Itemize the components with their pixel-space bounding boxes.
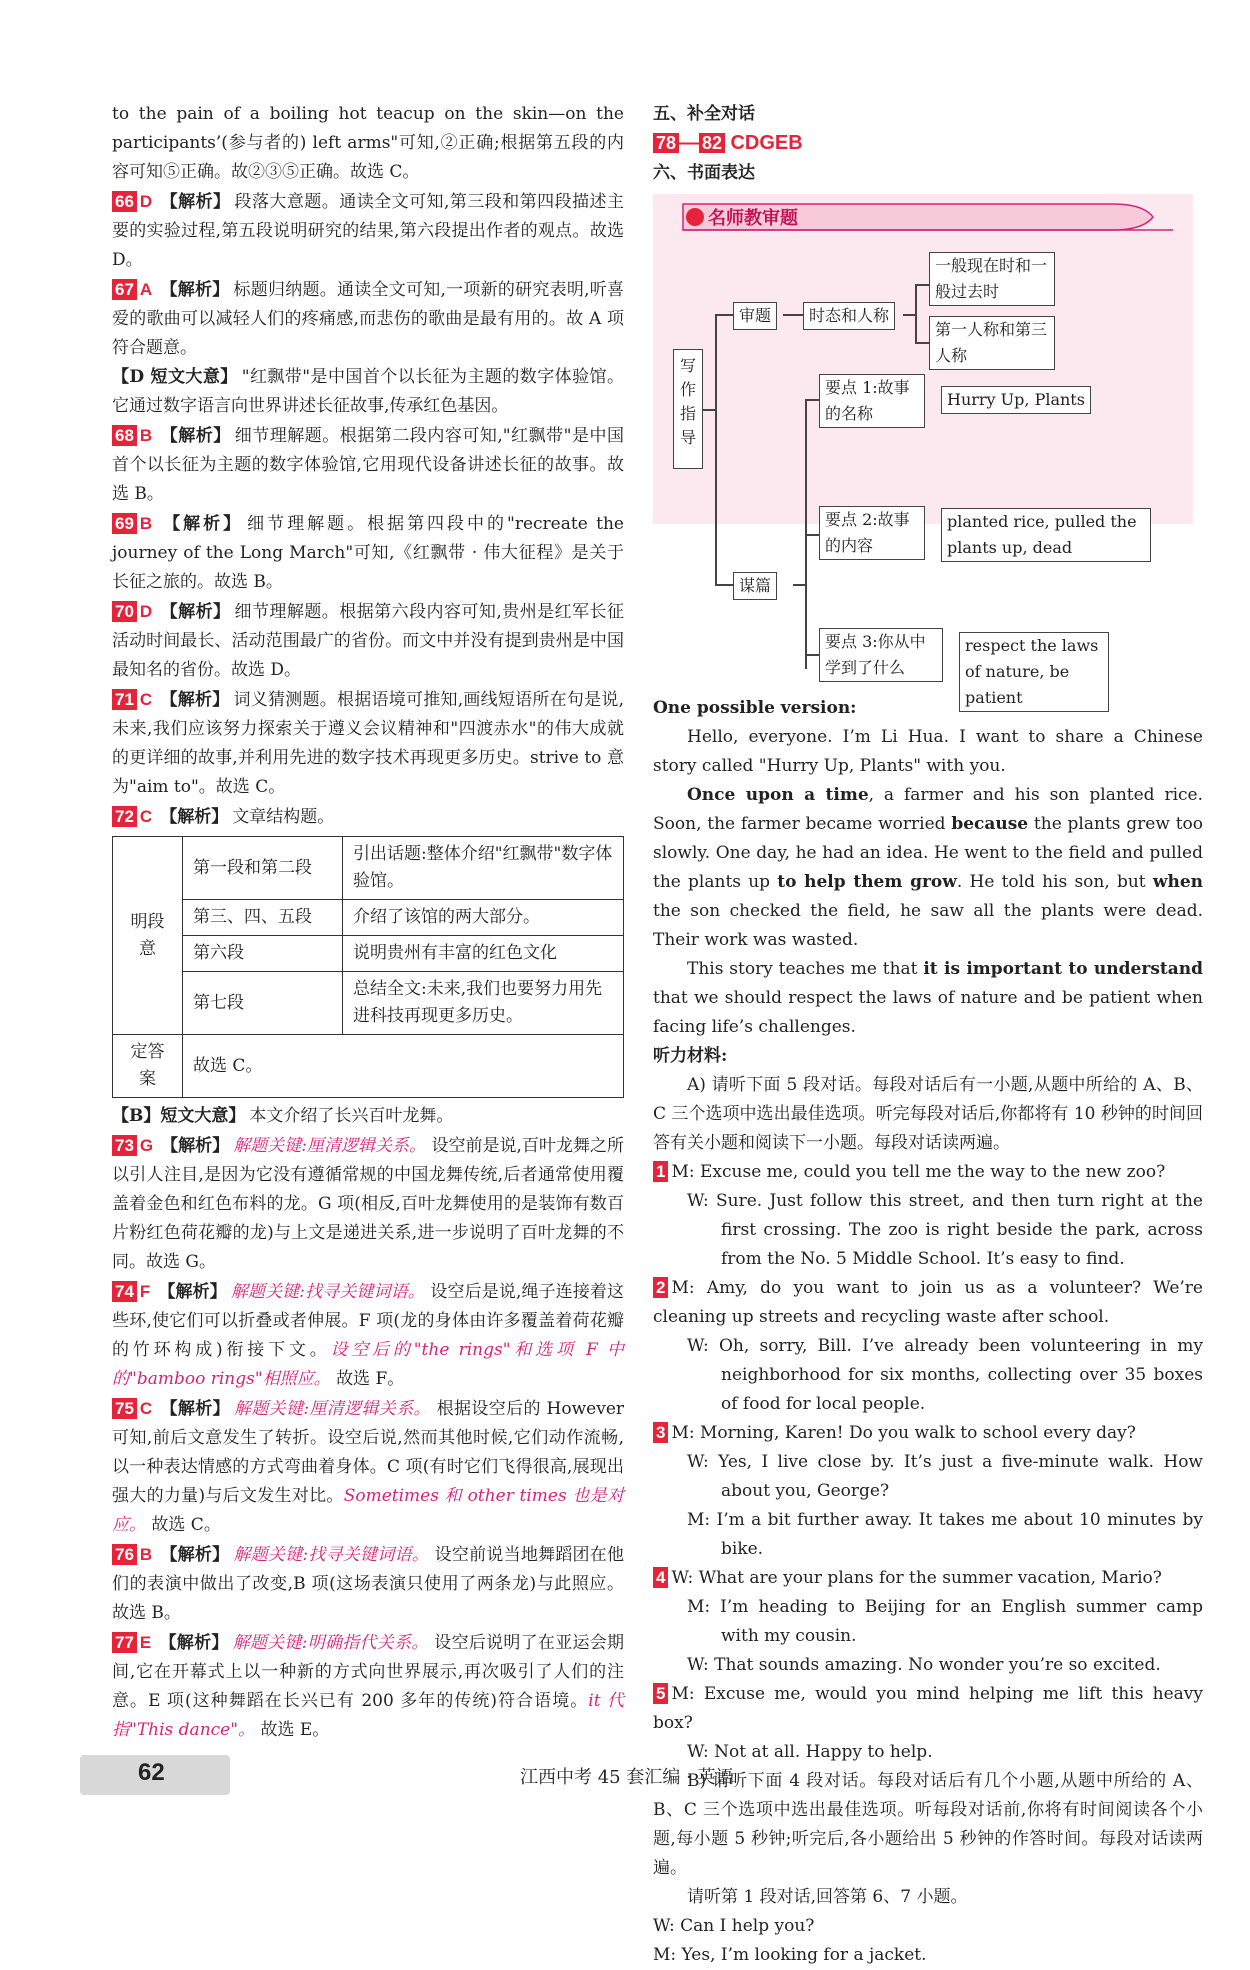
answer-68: 68 B 【解析】 细节理解题。根据第二段内容可知,"红飘带"是中国首个以长征为主题的数字体验馆,它用现代设备讲述长征的故事。故选 B。: [112, 426, 624, 504]
table-group-label: 定答案: [113, 1035, 183, 1098]
table-cell: 第三、四、五段: [183, 900, 343, 936]
answer-77: 77 E 【解析】 解题关键:明确指代关系。 设空后说明了在亚运会期间,它在开幕式上以一种新的方式向世界展示,再次吸引了人们的注意。E 项(这种舞蹈在长兴已有 200 多年的传统)符合语境。it 代指"This dance"。 故选 E。: [112, 1633, 625, 1740]
answer-70: 70 D 【解析】 细节理解题。根据第六段内容可知,贵州是红军长征活动时间最长、活动范围最广的省份。而文中并没有提到贵州是中国最知名的省份。故选 D。: [112, 602, 624, 680]
diagram-node: 一般现在时和一般过去时: [929, 252, 1055, 306]
page-number-badge: [80, 1755, 230, 1795]
page-number: 62: [138, 1759, 165, 1786]
dialogue-5: 5 M: Excuse me, would you mind helping me lift this heavy box?: [653, 1684, 1203, 1733]
answer-69: 69 B 【解析】 细节理解题。根据第四段中的"recreate the journey of the Long March"可知,《红飘带 · 伟大征程》是关于长征之旅的。故选 B。: [112, 514, 624, 592]
badge-icon: [686, 208, 704, 226]
dialogue-line: W: That sounds amazing. No wonder you’re so excited.: [687, 1655, 1161, 1675]
summary-d: 【D 短文大意】 "红飘带"是中国首个以长征为主题的数字体验馆。它通过数字语言向世界讲述长征故事,传承红色基因。: [112, 367, 624, 416]
section-heading: 五、补全对话: [653, 104, 755, 124]
dialogue-line: W: Sure. Just follow this street, and then turn right at the first crossing. The zoo is right beside the park, across from the No. 5 Middle School. It’s easy to find.: [687, 1191, 1203, 1269]
table-group-label: 明段意: [113, 837, 183, 1035]
diagram-node: Hurry Up, Plants: [941, 386, 1091, 414]
section-heading: 六、书面表达: [653, 163, 755, 183]
diagram-node: 要点 3:你从中学到了什么: [819, 628, 943, 682]
listening-section: [653, 1071, 1203, 1970]
table-cell: 故选 C。: [183, 1035, 624, 1098]
dialogue-line: M: Yes, I’m looking for a jacket.: [653, 1945, 927, 1965]
diagram-node: 第一人称和第三人称: [929, 316, 1055, 370]
dialogue-1: 1 M: Excuse me, could you tell me the way to the new zoo?: [653, 1158, 1203, 1187]
answer-66: 66 D 【解析】 段落大意题。通读全文可知,第三段和第四段描述主要的实验过程,第五段说明研究的结果,第六段提出作者的观点。故选 D。: [112, 192, 624, 270]
dialogue-line: W: Oh, sorry, Bill. I’ve already been volunteering in my neighborhood for six months, collecting over 35 boxes of food for local people.: [687, 1336, 1203, 1414]
writing-guide-diagram: [653, 194, 1193, 707]
instructions: A) 请听下面 5 段对话。每段对话后有一小题,从题中所给的 A、B、C 三个选项中选出最佳选项。听完每段对话后,你都将有 10 秒钟的时间回答有关小题和阅读下一小题。每段对话读两遍。: [653, 1075, 1203, 1153]
answer-76: 76 B 【解析】 解题关键:找寻关键词语。 设空前说当地舞蹈团在他们的表演中做出了改变,B 项(这场表演只使用了两条龙)与此照应。故选 B。: [112, 1545, 625, 1623]
instructions: B) 请听下面 4 段对话。每段对话后有几个小题,从题中所给的 A、B、C 三个选项中选出最佳选项。听每段对话前,你将有时间阅读各个小题,每小题 5 秒钟;听完后,各小题给出 5 秒钟的作答时间。每段对话读两遍。: [653, 1771, 1203, 1878]
diagram-node: respect the laws of nature, be patient: [959, 632, 1109, 712]
dialogue-line: W: Not at all. Happy to help.: [687, 1742, 933, 1762]
diagram-node: 要点 1:故事的名称: [819, 374, 925, 428]
listening-title: 听力材料:: [653, 1046, 728, 1066]
table-cell: 说明贵州有丰富的红色文化: [343, 936, 624, 972]
dialogue-line: M: I’m heading to Beijing for an English summer camp with my cousin.: [687, 1597, 1203, 1646]
footer-title: 江西中考 45 套汇编 · 英语: [520, 1767, 734, 1788]
answer-range: 78 — 82 CDGEB: [653, 129, 1203, 159]
table-cell: 第一段和第二段: [183, 837, 343, 900]
diagram-node: 审题: [733, 302, 777, 330]
essay-paragraph: Once upon a time, a farmer and his son planted rice. Soon, the farmer became worried because the plants grew too slowly. One day, he had an idea. He went to the field and pulled the plants up to help them grow. He told his son, but when the son checked the field, he saw all the plants were dead. Their work was wasted.: [653, 785, 1204, 950]
diagram-node: 谋篇: [733, 572, 777, 600]
diagram-root: 写作指导: [673, 349, 703, 469]
banner-title: 名师教审题: [708, 208, 798, 228]
answer-72: 72 C 【解析】 文章结构题。: [112, 802, 624, 832]
diagram-node: 要点 2:故事的内容: [819, 506, 925, 560]
structure-table: [112, 836, 624, 1098]
dialogue-line: W: Can I help you?: [653, 1916, 815, 1936]
instructions: 请听第 1 段对话,回答第 6、7 小题。: [687, 1887, 968, 1907]
right-column: [653, 100, 1203, 1970]
answer-67: 67 A 【解析】 标题归纳题。通读全文可知,一项新的研究表明,听喜爱的歌曲可以减轻人们的疼痛感,而悲伤的歌曲是最有用的。故 A 项符合题意。: [112, 280, 624, 358]
table-cell: 第七段: [183, 972, 343, 1035]
diagram-node: planted rice, pulled the plants up, dead: [941, 508, 1151, 562]
dialogue-line: M: I’m a bit further away. It takes me about 10 minutes by bike.: [687, 1510, 1203, 1559]
table-cell: 总结全文:未来,我们也要努力用先进科技再现更多历史。: [343, 972, 624, 1035]
summary-b: 【B】短文大意】 本文介绍了长兴百叶龙舞。: [112, 1106, 454, 1126]
answer-71: 71 C 【解析】 词义猜测题。根据语境可推知,画线短语所在句是说,未来,我们应该努力探索关于遵义会议精神和"四渡赤水"的伟大成就的更详细的故事,并利用先进的数字技术再现更多历史。strive to 意为"aim to"。故选 C。: [112, 690, 624, 797]
dialogue-2: 2 M: Amy, do you want to join us as a volunteer? We’re cleaning up streets and recycling waste after school.: [653, 1278, 1203, 1327]
dialogue-4: 4 W: What are your plans for the summer vacation, Mario?: [653, 1564, 1203, 1593]
answer-75: 75 C 【解析】 解题关键:厘清逻辑关系。 根据设空后的 However 可知,前后文意发生了转折。设空后说,然而其他时候,它们动作流畅,以一种表达情感的方式弯曲着身体。C 项(有时它们飞得很高,展现出强大的力量)与后文发生对比。Sometimes 和 other times 也是对应。 故选 C。: [112, 1399, 625, 1535]
diagram-node: 时态和人称: [803, 302, 895, 330]
page-footer: [0, 1755, 1250, 1795]
dialogue-line: W: Yes, I live close by. It’s just a five-minute walk. How about you, George?: [687, 1452, 1203, 1501]
left-column: [112, 100, 624, 1745]
essay-paragraph: Hello, everyone. I’m Li Hua. I want to share a Chinese story called "Hurry Up, Plants" with you.: [653, 727, 1203, 776]
dialogue-3: 3 M: Morning, Karen! Do you walk to school every day?: [653, 1419, 1203, 1448]
answer-73: 73 G 【解析】 解题关键:厘清逻辑关系。 设空前是说,百叶龙舞之所以引人注目,是因为它没有遵循常规的中国龙舞传统,后者通常使用覆盖着金色和红色布料的龙。G 项(相反,百叶龙舞使用的是装饰有数百片粉红色荷花瓣的龙)与上文是递进关系,进一步说明了百叶龙舞的不同。故选 G。: [112, 1136, 625, 1272]
answer-74: 74 F 【解析】 解题关键:找寻关键词语。 设空后是说,绳子连接着这些环,使它们可以折叠或者伸展。F 项(龙的身体由许多覆盖着荷花瓣的竹环构成)衔接下文。设空后的"the rings"和选项 F 中的"bamboo rings"相照应。 故选 F。: [112, 1282, 625, 1389]
paragraph-intro: to the pain of a boiling hot teacup on the skin—on the participants’(参与者的) left arms"可知,②正确;根据第五段的内容可知⑤正确。故②③⑤正确。故选 C。: [112, 104, 624, 182]
table-cell: 介绍了该馆的两大部分。: [343, 900, 624, 936]
table-cell: 第六段: [183, 936, 343, 972]
version-label: One possible version:: [653, 698, 857, 718]
essay-paragraph: This story teaches me that it is important to understand that we should respect the laws of nature and be patient when facing life’s challenges.: [653, 959, 1203, 1037]
table-cell: 引出话题:整体介绍"红飘带"数字体验馆。: [343, 837, 624, 900]
